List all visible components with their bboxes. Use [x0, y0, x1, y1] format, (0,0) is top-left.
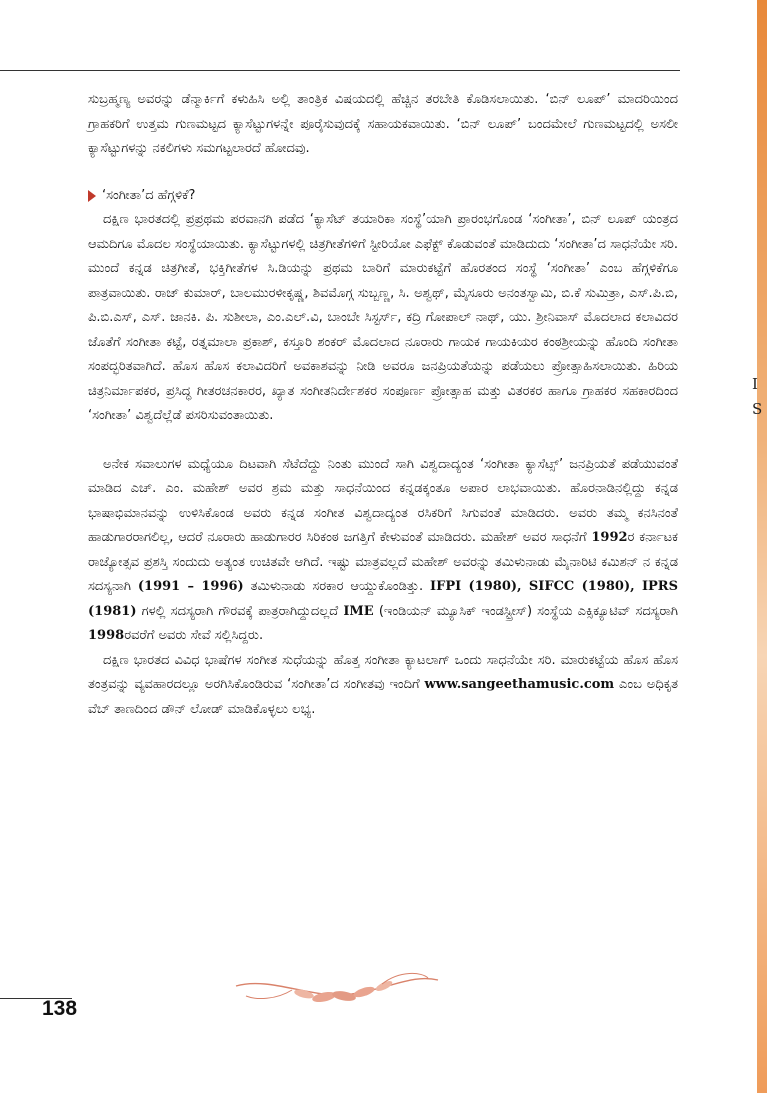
year-1992: 1992 [591, 530, 628, 545]
website-url: www.sangeethamusic.com [424, 677, 615, 692]
text-run: ಎಂಬ ಅಧಿಕೃತ ವೆಬ್ ತಾಣದಿಂದ ಡೌನ್ ಲೋಡ್ ಮಾಡಿಕೊಳ್ಳಲು ಲಭ್ಯ. [88, 677, 678, 717]
text-run: ರ ಕರ್ನಾಟಕ ರಾಜ್ಯೋತ್ಸವ ಪ್ರಶಸ್ತಿ ಸಂದುದು ಅತ್ಯಂತ ಉಚಿತವೇ ಆಗಿದೆ. ಇಷ್ಟು ಮಾತ್ರವಲ್ಲದೆ ಮಹೇಶ್ ಅವರನ್ನು ತಮಿಳುನಾಡು ಮೈನಾರಿಟಿ ಕಮಿಶನ್ ನ ಕನ್ನಡ ಸದಸ್ಯನಾಗಿ [88, 530, 678, 594]
intro-paragraph: ಸುಬ್ರಹ್ಮಣ್ಯ ಅವರನ್ನು ಡೆನ್ಮಾರ್ಕಿಗೆ ಕಳುಹಿಸಿ ಅಲ್ಲಿ ತಾಂತ್ರಿಕ ವಿಷಯದಲ್ಲಿ ಹೆಚ್ಚಿನ ತರಬೇತಿ ಕೊಡಿಸಲಾಯಿತು. ‘ಬಿನ್ ಲೂಪ್’ ಮಾದರಿಯಿಂದ ಗ್ರಾಹಕರಿಗೆ ಉತ್ತಮ ಗುಣಮಟ್ಟದ ಕ್ಯಾಸೆಟ್ಟುಗಳನ್ನೇ ಪೂರೈಸುವುದಕ್ಕೆ ಸಹಾಯಕವಾಯಿತು. ‘ಬಿನ್ ಲೂಪ್’ ಬಂದಮೇಲೆ ಗುಣಮಟ್ಟದಲ್ಲಿ ಅಸಲೀ ಕ್ಯಾಸೆಟ್ಟುಗಳನ್ನು ನಕಲಿಗಳು ಸಮಗಟ್ಟಲಾರದೆ ಹೋದವು. [88, 92, 678, 156]
margin-letters [752, 372, 764, 422]
margin-letter: I [752, 375, 758, 393]
paragraph-mahesh [88, 453, 678, 649]
text-run: (ಇಂಡಿಯನ್ ಮ್ಯೂಸಿಕ್ ಇಂಡಸ್ಟ್ರೀಸ್) ಸಂಸ್ಥೆಯ ಎಕ್ಸಿಕ್ಯೂಟಿವ್ ಸದಸ್ಯರಾಗಿ [373, 603, 678, 619]
page-number: 138 [42, 997, 78, 1020]
text-run: ರವರೆಗೆ ಅವರು ಸೇವೆ ಸಲ್ಲಿಸಿದ್ದರು. [124, 628, 264, 643]
article-body [88, 88, 678, 722]
paragraph-catalog [88, 649, 678, 723]
ime-label: IME [343, 603, 374, 619]
page-edge-strip [757, 0, 767, 1093]
year-1998: 1998 [88, 628, 125, 643]
text-run: ಗಳಲ್ಲಿ ಸದಸ್ಯರಾಗಿ ಗೌರವಕ್ಕೆ ಪಾತ್ರರಾಗಿದ್ದುದಲ್ಲದೆ [136, 603, 344, 619]
text-run: ಅನೇಕ ಸವಾಲುಗಳ ಮಧ್ಯೆಯೂ ದಿಟವಾಗಿ ಸೆಟೆದೆದ್ದು ನಿಂತು ಮುಂದೆ ಸಾಗಿ ವಿಶ್ವದಾದ್ಯಂತ ‘ಸಂಗೀತಾ ಕ್ಯಾಸೆಟ್ಸ್’ ಜನಪ್ರಿಯತೆ ಪಡೆಯುವಂತೆ ಮಾಡಿದ ಎಚ್. ಎಂ. ಮಹೇಶ್ ಅವರ ಶ್ರಮ ಮತ್ತು ಸಾಧನೆಯಿಂದ ಕನ್ನಡಕ್ಕಂತೂ ಅಪಾರ ಲಾಭವಾಯಿತು. ಹೊರನಾಡಿನಲ್ಲಿದ್ದು ಕನ್ನಡ ಭಾಷಾಭಿಮಾನವನ್ನು ಉಳಿಸಿಕೊಂಡ ಅವರು ಕನ್ನಡ ಸಂಗೀತ ವಿಶ್ವದಾದ್ಯಂತ ರಸಿಕರಿಗೆ ಸಿಗುವಂತೆ ಮಾಡಿದರು. ಅವರು ತಮ್ಮ ಕನಸಿನಂತೆ ಹಾಡುಗಾರರಾಗಲಿಲ್ಲ, ಆದರೆ ನೂರಾರು ಹಾಡುಗಾರರ ಸಿರಿಕಂಠ ಜಗತ್ತಿಗೆ ಕೇಳುವಂತೆ ಮಾಡಿದರು. ಮಹೇಶ್ ಅವರ ಸಾಧನೆಗೆ [88, 456, 678, 545]
floral-ornament-icon [232, 966, 442, 1012]
text-run: ತಮಿಳುನಾಡು ಸರಕಾರ ಆಯ್ದುಕೊಂಡಿತ್ತು. [243, 579, 431, 594]
text-run: ದಕ್ಷಿಣ ಭಾರತದ ವಿವಿಧ ಭಾಷೆಗಳ ಸಂಗೀತ ಸುಧೆಯನ್ನು ಹೊತ್ತ ಸಂಗೀತಾ ಕ್ಯಾಟಲಾಗ್ ಒಂದು ಸಾಧನೆಯೇ ಸರಿ. ಮಾರುಕಟ್ಟೆಯ ಹೊಸ ಹೊಸ ತಂತ್ರವನ್ನು ವ್ಯವಹಾರದಲ್ಲೂ ಅರಗಿಸಿಕೊಂಡಿರುವ ‘ಸಂಗೀತಾ’ದ ಸಂಗೀತವು ಇಂದಿಗೆ [88, 652, 678, 692]
paragraph-history: ದಕ್ಷಿಣ ಭಾರತದಲ್ಲಿ ಪ್ರಪ್ರಥಮ ಪರವಾನಗಿ ಪಡೆದ ‘ಕ್ಯಾಸೆಟ್ ತಯಾರಿಕಾ ಸಂಸ್ಥೆ’ಯಾಗಿ ಪ್ರಾರಂಭಗೊಂಡ ‘ಸಂಗೀತಾ’, ಬಿನ್ ಲೂಪ್ ಯಂತ್ರದ ಆಮದಿಗೂ ಮೊದಲ ಸಂಸ್ಥೆಯಾಯಿತು. ಕ್ಯಾಸೆಟ್ಟುಗಳಲ್ಲಿ ಚಿತ್ರಗೀತೆಗಳಿಗೆ ಸ್ಟೀರಿಯೋ ಎಫೆಕ್ಟ್ ಕೊಡುವಂತೆ ಮಾಡಿದುದು ‘ಸಂಗೀತಾ’ದ ಸಾಧನೆಯೇ ಸರಿ. ಮುಂದೆ ಕನ್ನಡ ಚಿತ್ರಗೀತೆ, ಭಕ್ತಿಗೀತೆಗಳ ಸಿ.ಡಿಯನ್ನು ಪ್ರಥಮ ಬಾರಿಗೆ ಮಾರುಕಟ್ಟೆಗೆ ಹೊರತಂದ ಸಂಸ್ಥೆ ‘ಸಂಗೀತಾ’ ಎಂಬ ಹೆಗ್ಗಳಿಕೆಗೂ ಪಾತ್ರವಾಯಿತು. ರಾಜ್ ಕುಮಾರ್, ಬಾಲಮುರಳೀಕೃಷ್ಣ, ಶಿವಮೊಗ್ಗ ಸುಬ್ಬಣ್ಣ, ಸಿ. ಅಶ್ವಥ್, ಮೈಸೂರು ಅನಂತಸ್ವಾಮಿ, ಬಿ.ಕೆ ಸುಮಿತ್ರಾ, ಎಸ್.ಪಿ.ಬಿ, ಪಿ.ಬಿ.ಎಸ್, ಎಸ್. ಜಾನಕಿ. ಪಿ. ಸುಶೀಲಾ, ಎಂ.ಎಲ್.ವಿ, ಬಾಂಬೇ ಸಿಸ್ಟರ್ಸ್, ಕದ್ರಿ ಗೋಪಾಲ್ ನಾಥ್, ಯು. ಶ್ರೀನಿವಾಸ್ ಮೊದಲಾದ ಕಲಾವಿದರ ಜೊತೆಗೆ ಸಂಗೀತಾ ಕಟ್ಟೆ, ರತ್ನಮಾಲಾ ಪ್ರಕಾಶ್, ಕಸ್ತೂರಿ ಶಂಕರ್ ಮೊದಲಾದ ನೂರಾರು ಗಾಯಕ ಗಾಯಕಿಯರ ಕಂಠಶ್ರೀಯನ್ನು ಹೊಂದಿ ಸಂಗೀತಾ ಸಂಪದ್ಭರಿತವಾಗಿದೆ. ಹೊಸ ಹೊಸ ಕಲಾವಿದರಿಗೆ ಅವಕಾಶವನ್ನು ನೀಡಿ ಅವರೂ ಜನಪ್ರಿಯತೆಯನ್ನು ಪಡೆಯಲು ಪ್ರೋತ್ಸಾಹಿಸಲಾಯಿತು. ಹಿರಿಯ ಚಿತ್ರನಿರ್ಮಾಪಕರ, ಪ್ರಸಿದ್ಧ ಗೀತರಚನಕಾರರ, ಖ್ಯಾತ ಸಂಗೀತನಿರ್ದೇಶಕರ ಸಂಪೂರ್ಣ ಪ್ರೋತ್ಸಾಹ ಮತ್ತು ವಿತರಕರ ಹಾಗೂ ಗ್ರಾಹಕರ ಸಹಕಾರದಿಂದ ‘ಸಂಗೀತಾ’ ವಿಶ್ವದೆಲ್ಲೆಡೆ ಪಸರಿಸುವಂತಾಯಿತು. [88, 212, 678, 423]
triangle-bullet-icon [88, 190, 96, 202]
section-heading-text: ‘ಸಂಗೀತಾ’ದ ಹೆಗ್ಗಳಿಕೆ? [102, 187, 196, 203]
header-rule [0, 70, 680, 71]
section-heading [88, 184, 678, 209]
margin-letter: S [752, 400, 763, 418]
organizations-list: IFPI (1980), SIFCC (1980), IPRS (1981) [88, 579, 678, 619]
years-range: (1991 – 1996) [137, 579, 244, 594]
